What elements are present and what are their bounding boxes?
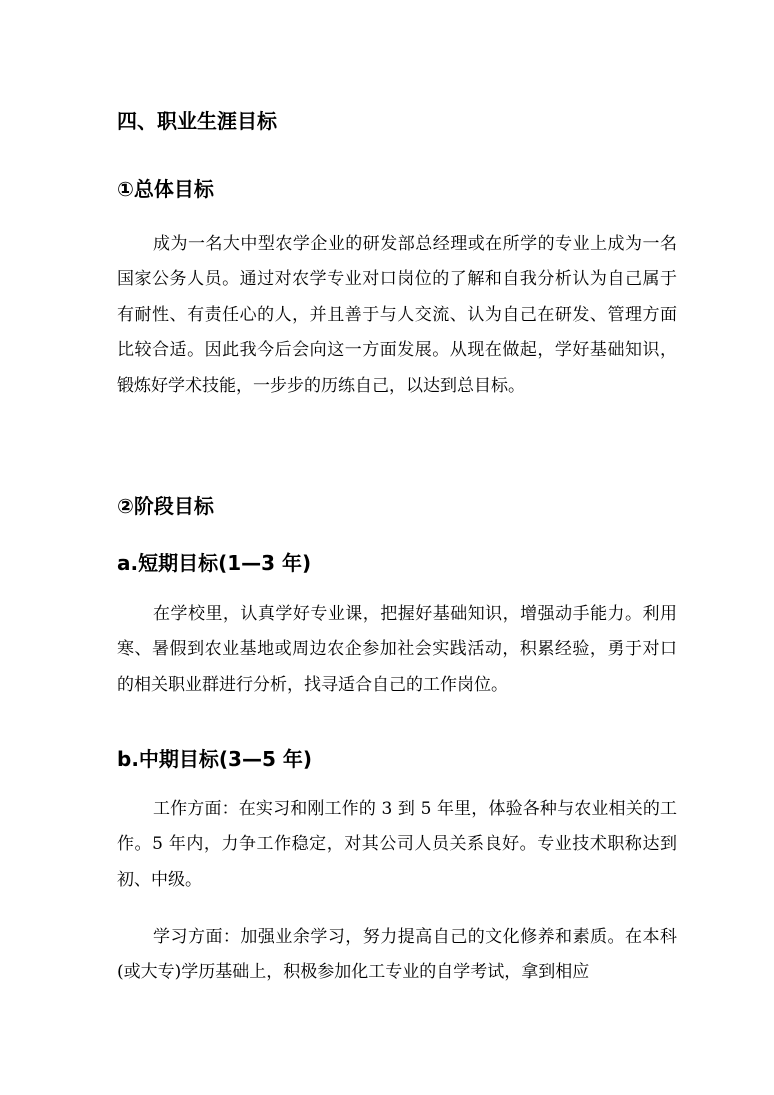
mid-term-goal-heading: b.中期目标(3—5 年) — [117, 747, 312, 771]
stage-goal-heading: ②阶段目标 — [117, 494, 214, 518]
section-heading: 四、职业生涯目标 — [117, 109, 277, 133]
overall-goal-heading: ①总体目标 — [117, 177, 214, 201]
short-term-goal-paragraph: 在学校里，认真学好专业课，把握好基础知识，增强动手能力。利用寒、暑假到农业基地或周边农企参加社会实践活动，积累经验，勇于对口的相关职业群进行分析，找寻适合自己的工作岗位。 — [117, 604, 677, 695]
mid-term-study-paragraph: 学习方面：加强业余学习，努力提高自己的文化修养和素质。在本科(或大专)学历基础上，积极参加化工专业的自学考试，拿到相应 — [117, 927, 677, 983]
overall-goal-paragraph: 成为一名大中型农学企业的研发部总经理或在所学的专业上成为一名国家公务人员。通过对农学专业对口岗位的了解和自我分析认为自己属于有耐性、有责任心的人，并且善于与人交流、认为自己在研发、管理方面比较合适。因此我今后会向这一方面发展。从现在做起，学好基础知识，锻炼好学术技能，一步步的历练自己，以达到总目标。 — [117, 234, 677, 396]
short-term-goal-heading: a.短期目标(1—3 年) — [117, 551, 312, 575]
mid-term-work-paragraph: 工作方面：在实习和刚工作的 3 到 5 年里，体验各种与农业相关的工作。5 年内，力争工作稳定，对其公司人员关系良好。专业技术职称达到初、中级。 — [117, 799, 677, 890]
